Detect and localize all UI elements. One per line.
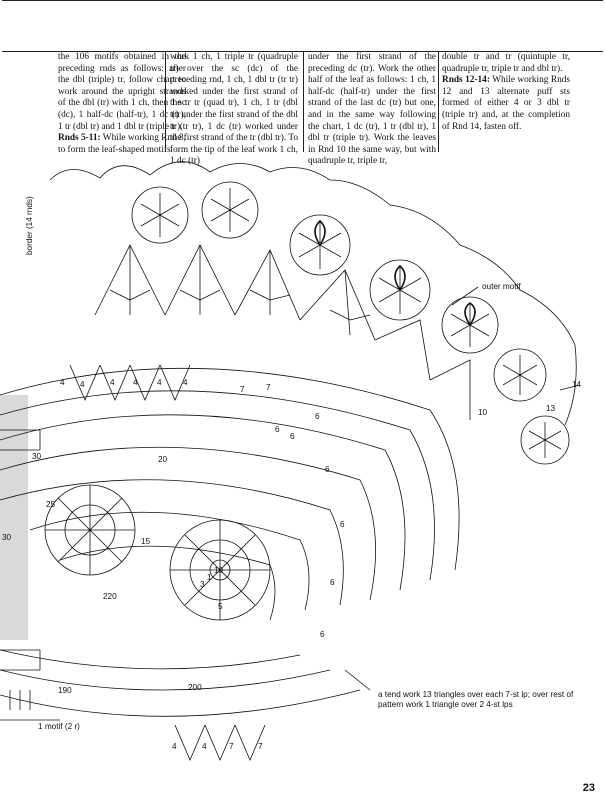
round-number: 30 bbox=[32, 452, 42, 461]
column-rule-2 bbox=[303, 52, 304, 152]
round-number: 10 bbox=[214, 566, 224, 575]
round-number: 4 bbox=[202, 742, 207, 751]
round-number: 3 bbox=[200, 580, 205, 589]
round-number: 25 bbox=[46, 500, 56, 509]
text-column-3 bbox=[308, 52, 436, 167]
rnds-12-14-text: While working Rnds 12 and 13 alternate puff sts formed of either 4 or 3 dbl tr (triple tr) and, at the completion of Rnd 14, fasten off. bbox=[442, 75, 570, 132]
row-number: 4 bbox=[183, 378, 188, 387]
one-motif-label: 1 motif (2 r) bbox=[38, 722, 80, 731]
chart-lines bbox=[0, 162, 580, 760]
petals bbox=[315, 221, 475, 325]
round-number: 7 bbox=[258, 742, 263, 751]
round-number: 220 bbox=[103, 592, 117, 601]
outer-motif-leader bbox=[452, 287, 478, 305]
row-number: 6 bbox=[340, 520, 345, 529]
text-column-1-para: the 106 motifs obtained in the preceding rnds as follows: after the dbl (triple) tr, follow chart to work around the upright strands of the dbl (tr) with 1 ch, then 1 sc (dc), 1 half-dc (half-tr), 1 dc (tr), 1 tr (dbl tr) and 1 dbl tr (triple tr). bbox=[58, 52, 186, 132]
outer-motif-label: outer motif bbox=[482, 282, 521, 291]
row-number: 7 bbox=[240, 385, 245, 394]
row-number: 6 bbox=[325, 465, 330, 474]
round-number: 190 bbox=[58, 686, 72, 695]
round-number: 4 bbox=[172, 742, 177, 751]
centre-motif bbox=[45, 485, 270, 620]
row-number: 4 bbox=[110, 378, 115, 387]
row-number: 10 bbox=[478, 408, 488, 417]
border-triangles bbox=[70, 365, 265, 760]
text-column-4 bbox=[442, 52, 570, 152]
row-number: 6 bbox=[315, 412, 320, 421]
text-column-3-para: under the first strand of the preceding dc (tr). Work the other half of the leaf as follows: 1 ch, 1 half-dc (half-tr) under the first strand of the last dc (tr) but one, and in the same way following the chart, 1 dc (tr), 1 tr (dbl tr), 1 dbl tr (triple tr). Work the leaves in Rnd 10 the same way, but with quadruple tr, triple tr, bbox=[308, 52, 436, 167]
triangle-note: a tend work 13 triangles over each 7-st lp; over rest of pattern work 1 triangle over 2 4-st lps bbox=[378, 690, 574, 709]
row-number: 4 bbox=[60, 378, 65, 387]
text-column-4-para: double tr and tr (quintuple tr, quadruple tr, triple tr and dbl tr). bbox=[442, 52, 570, 74]
round-number: 20 bbox=[158, 455, 168, 464]
row-number: 4 bbox=[80, 380, 85, 389]
round-arcs bbox=[0, 368, 459, 716]
row-number: 7 bbox=[266, 383, 271, 392]
outer-edge bbox=[50, 162, 576, 425]
page-number: 23 bbox=[582, 782, 595, 794]
rnds-12-14-heading: Rnds 12-14: bbox=[442, 75, 490, 86]
text-column-2-para: work 1 ch, 1 triple tr (quadruple tr) over the sc (dc) of the preceding rnd, 1 ch, 1 dbl tr (tr tr) worked under the first strand of the tr tr (quad tr), 1 ch, 1 tr (dbl tr) under the first strand of the dbl tr (tr tr), 1 dc (tr) worked under the first strand of the tr (dbl tr). To form the tip of the leaf work 1 ch, 1 dc (tr) bbox=[170, 52, 299, 167]
text-column-1 bbox=[58, 52, 186, 155]
row-number: 6 bbox=[275, 425, 280, 434]
rnds-5-11-heading: Rnds 5-11: bbox=[58, 133, 101, 144]
round-number: 1 bbox=[207, 573, 212, 582]
instruction-text bbox=[58, 52, 578, 167]
flower-motifs bbox=[132, 182, 569, 464]
round-number: 15 bbox=[141, 537, 151, 546]
crochet-chart bbox=[0, 150, 605, 780]
row-number: 6 bbox=[330, 578, 335, 587]
text-column-2 bbox=[170, 52, 299, 167]
row-number: 6 bbox=[320, 630, 325, 639]
row-number: 4 bbox=[133, 378, 138, 387]
row-number: 6 bbox=[290, 432, 295, 441]
note-leader bbox=[345, 670, 370, 690]
rnds-5-11-text: While working Rnd 8, to form the leaf-shaped motifs bbox=[58, 133, 186, 155]
round-number: 200 bbox=[188, 683, 202, 692]
round-number: 7 bbox=[229, 742, 234, 751]
round-number: 5 bbox=[218, 602, 223, 611]
round-number: 30 bbox=[2, 533, 12, 542]
border-label: border (14 rnds) bbox=[25, 196, 34, 255]
column-rule-3 bbox=[438, 52, 439, 152]
leaf-motifs bbox=[95, 245, 470, 420]
column-rule-1 bbox=[165, 52, 166, 152]
row-number: 13 bbox=[546, 404, 556, 413]
row-number: 14 bbox=[572, 380, 582, 389]
row-number: 4 bbox=[157, 378, 162, 387]
top-band bbox=[2, 0, 603, 52]
